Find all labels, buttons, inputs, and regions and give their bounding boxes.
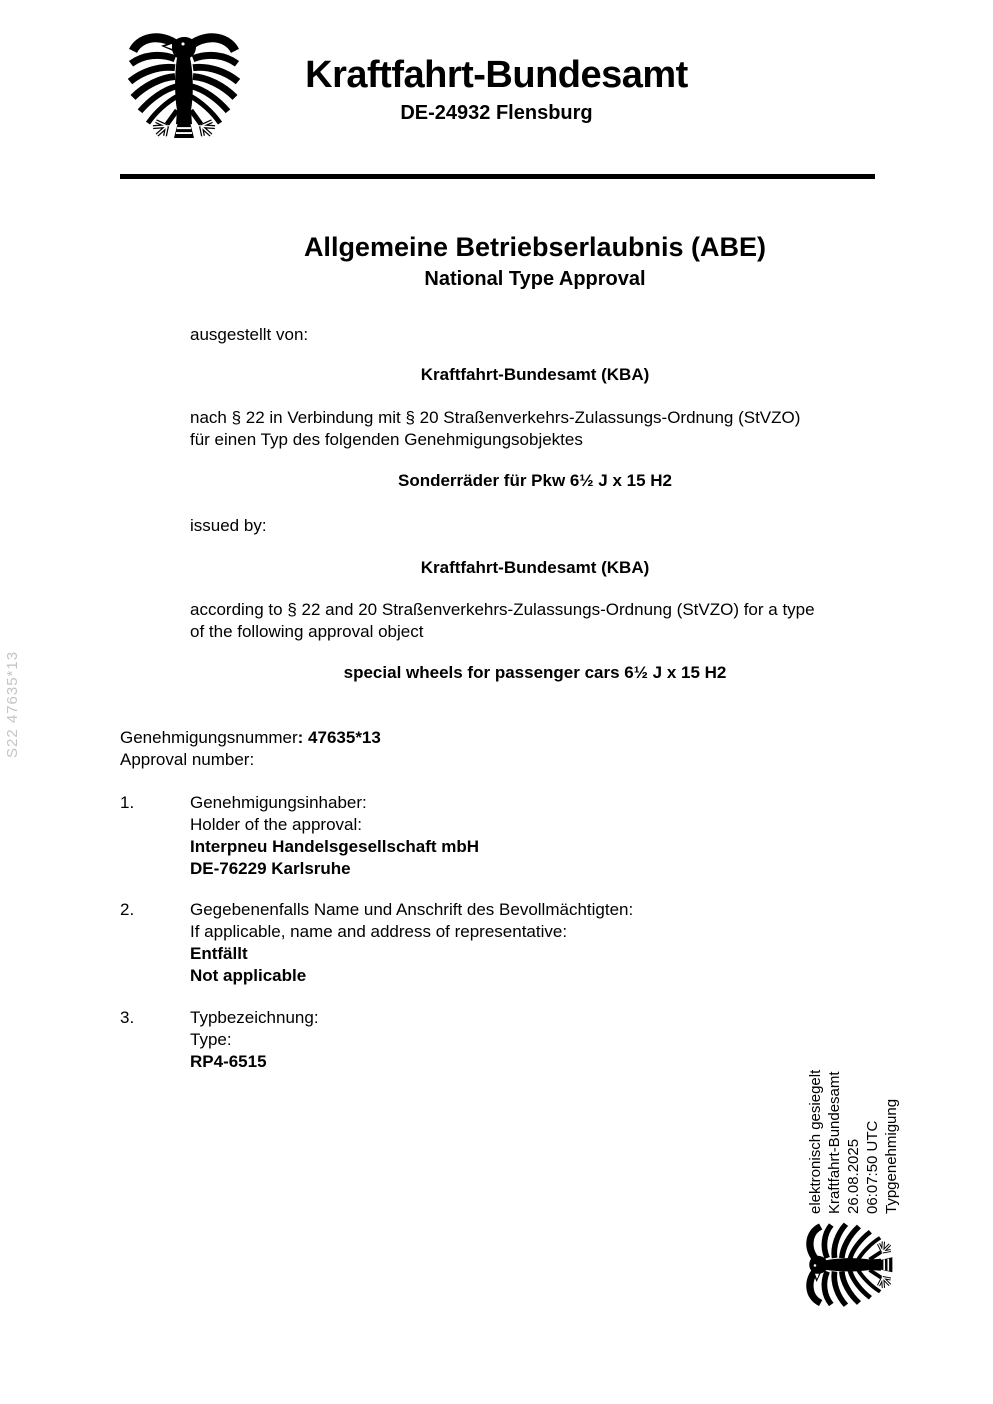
issuer-name-de: Kraftfahrt-Bundesamt (KBA) xyxy=(420,365,650,384)
legal-basis-de xyxy=(190,407,880,451)
item-line: Gegebenenfalls Name und Anschrift des Bevollmächtigten: xyxy=(190,900,634,919)
approval-number-value: : 47635*13 xyxy=(297,728,381,747)
electronic-seal-text xyxy=(806,1038,901,1214)
list-item-3 xyxy=(120,1007,319,1073)
electronic-seal-eagle-icon xyxy=(806,1219,894,1309)
item-line: Entfällt xyxy=(190,944,248,963)
legal-basis-en xyxy=(190,599,880,643)
document-title-en: National Type Approval xyxy=(424,268,646,290)
agency-address: DE-24932 Flensburg xyxy=(400,102,593,124)
item-line: Genehmigungsinhaber: xyxy=(190,793,367,812)
vertical-watermark-text: S22 47635*13 xyxy=(4,650,21,758)
seal-line: 26.08.2025 xyxy=(845,1138,862,1214)
item-number: 3. xyxy=(120,1008,135,1027)
seal-line: elektronisch gesiegelt xyxy=(807,1069,824,1214)
item-line: Holder of the approval: xyxy=(190,815,362,834)
list-item-1 xyxy=(120,792,479,880)
seal-line: 06:07:50 UTC xyxy=(864,1120,881,1214)
list-item-2 xyxy=(120,899,633,987)
approval-object-en: special wheels for passenger cars 6½ J x 15 H2 xyxy=(343,663,727,682)
item-line: Not applicable xyxy=(190,966,307,985)
item-line: Interpneu Handelsgesellschaft mbH xyxy=(190,837,480,856)
item-body xyxy=(190,792,479,880)
header-divider-rule xyxy=(120,174,875,179)
item-line: Type: xyxy=(190,1030,232,1049)
approval-number-line xyxy=(120,727,381,749)
item-number: 2. xyxy=(120,900,135,919)
agency-name: Kraftfahrt-Bundesamt xyxy=(305,54,688,96)
item-body xyxy=(190,899,633,987)
approval-number-label-en: Approval number: xyxy=(120,750,255,769)
item-body xyxy=(190,1007,319,1073)
item-line: RP4-6515 xyxy=(190,1052,267,1071)
document-title-de: Allgemeine Betriebserlaubnis (ABE) xyxy=(303,232,767,262)
approval-number-label-de: Genehmigungsnummer xyxy=(120,728,298,747)
seal-line: Kraftfahrt-Bundesamt xyxy=(826,1071,843,1214)
legal-basis-en-line2: of the following approval object xyxy=(190,622,424,641)
item-number: 1. xyxy=(120,793,135,812)
issuer-name-en: Kraftfahrt-Bundesamt (KBA) xyxy=(420,558,650,577)
item-line: If applicable, name and address of representative: xyxy=(190,922,568,941)
item-line: Typbezeichnung: xyxy=(190,1008,319,1027)
issued-by-label-de: ausgestellt von: xyxy=(190,325,309,344)
approval-number-block xyxy=(120,727,381,771)
legal-basis-de-line1: nach § 22 in Verbindung mit § 20 Straßenverkehrs-Zulassungs-Ordnung (StVZO) xyxy=(190,408,801,427)
seal-line: Typgenehmigung xyxy=(883,1098,900,1214)
legal-basis-de-line2: für einen Typ des folgenden Genehmigungsobjektes xyxy=(190,430,583,449)
issued-by-label-en: issued by: xyxy=(190,516,267,535)
legal-basis-en-line1: according to § 22 and 20 Straßenverkehrs-Zulassungs-Ordnung (StVZO) for a type xyxy=(190,600,815,619)
item-line: DE-76229 Karlsruhe xyxy=(190,859,351,878)
approval-object-de: Sonderräder für Pkw 6½ J x 15 H2 xyxy=(397,471,672,490)
